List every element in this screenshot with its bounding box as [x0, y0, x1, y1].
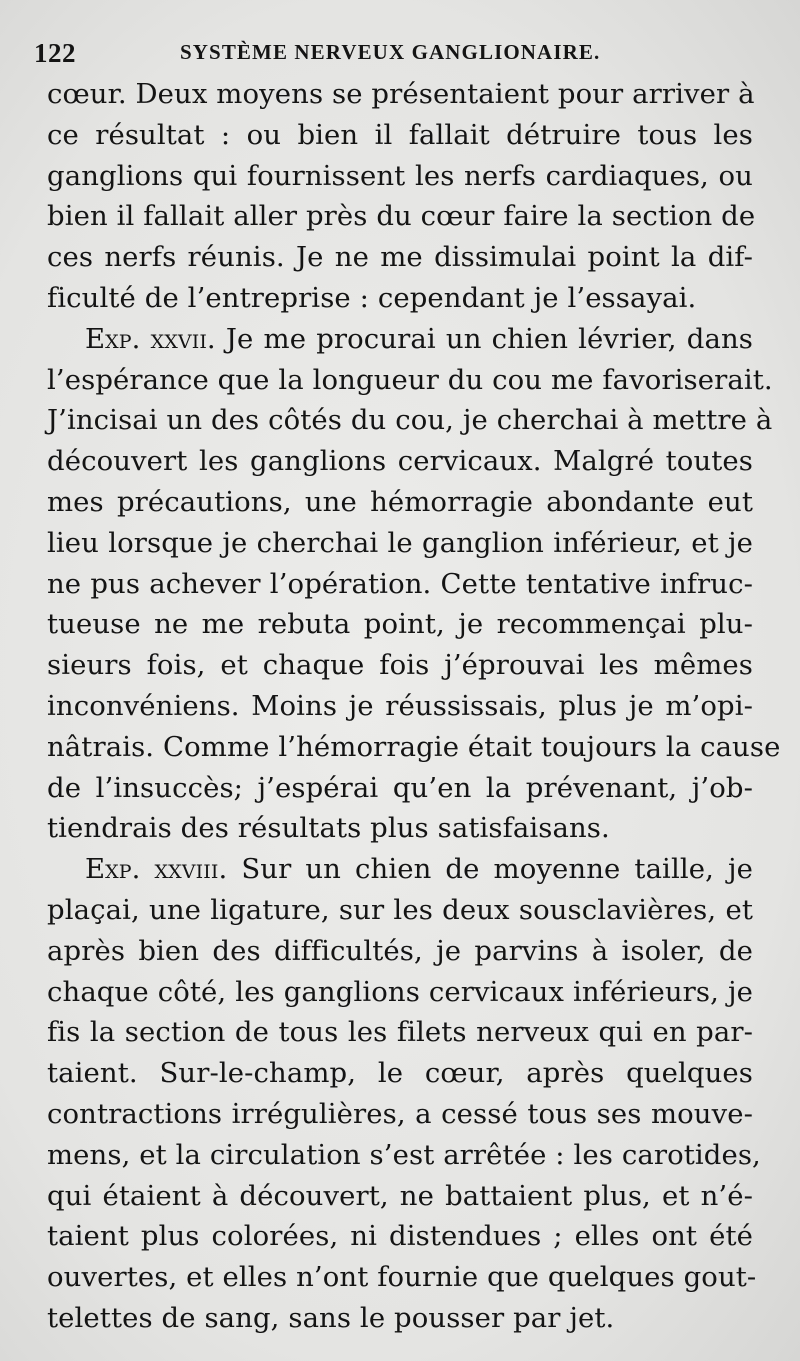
text-line: ce résultat : ou bien il fallait détruire tous les	[47, 118, 753, 151]
text-line: ne pus achever l’opération. Cette tentative infruc-	[47, 567, 753, 600]
text-line: cœur. Deux moyens se présentaient pour arriver à	[47, 78, 755, 110]
text-line: de l’insuccès; j’espérai qu’en la prévenant, j’ob-	[47, 771, 753, 804]
text-line: mens, et la circulation s’est arrêtée : les carotides,	[47, 1138, 761, 1171]
page-header	[34, 38, 774, 74]
text-line: telettes de sang, sans le pousser par jet.	[47, 1301, 615, 1334]
text-line: mes précautions, une hémorragie abondante eut	[47, 485, 753, 518]
paragraph-exp-27-first-line	[47, 319, 753, 360]
text-line: Je me procurai un chien lévrier, dans	[225, 322, 753, 355]
text-line: J’incisai un des côtés du cou, je cherchai à mettre à	[47, 404, 773, 437]
text-line: taient plus colorées, ni distendues ; elles ont été	[47, 1220, 753, 1253]
text-line: chaque côté, les ganglions cervicaux inférieurs, je	[47, 975, 753, 1008]
paragraph-exp-28-first-line	[47, 849, 753, 890]
running-title: SYSTÈME NERVEUX GANGLIONAIRE.	[180, 40, 601, 64]
text-line: plaçai, une ligature, sur les deux sousclavières, et	[47, 893, 753, 926]
text-line: tueuse ne me rebuta point, je recommençai plu-	[47, 608, 753, 641]
text-line: ces nerfs réunis. Je ne me dissimulai point la dif-	[47, 241, 753, 274]
text-line: tiendrais des résultats plus satisfaisans.	[47, 812, 610, 845]
experiment-label: Exp. xxviii.	[85, 853, 228, 886]
text-line: ganglions qui fournissent les nerfs cardiaques, ou	[47, 159, 753, 192]
body-text	[47, 74, 781, 1339]
text-line: l’espérance que la longueur du cou me favoriserait.	[47, 363, 773, 396]
text-line: ouvertes, et elles n’ont fournie que quelques gout-	[47, 1261, 757, 1294]
text-line: ficulté de l’entreprise : cependant je l’essayai.	[47, 281, 697, 314]
text-line: lieu lorsque je cherchai le ganglion inférieur, et je	[47, 526, 753, 559]
text-line: qui étaient à découvert, ne battaient plus, et n’é-	[47, 1179, 753, 1212]
text-line: Sur un chien de moyenne taille, je	[241, 853, 753, 886]
page-number: 122	[34, 38, 76, 68]
text-line: découvert les ganglions cervicaux. Malgré toutes	[47, 445, 753, 478]
text-line: nâtrais. Comme l’hémorragie était toujours la cause	[47, 730, 781, 763]
text-line: après bien des difficultés, je parvins à isoler, de	[47, 934, 753, 967]
experiment-label: Exp. xxvii.	[85, 322, 216, 355]
text-line: bien il fallait aller près du cœur faire la section de	[47, 200, 756, 233]
text-line: fis la section de tous les filets nerveux qui en par-	[47, 1016, 753, 1049]
text-line: inconvéniens. Moins je réussissais, plus je m’opi-	[47, 689, 753, 722]
text-line: contractions irrégulières, a cessé tous ses mouve-	[47, 1097, 753, 1130]
text-line: taient. Sur-le-champ, le cœur, après quelques	[47, 1057, 753, 1090]
text-line: sieurs fois, et chaque fois j’éprouvai les mêmes	[47, 649, 753, 682]
